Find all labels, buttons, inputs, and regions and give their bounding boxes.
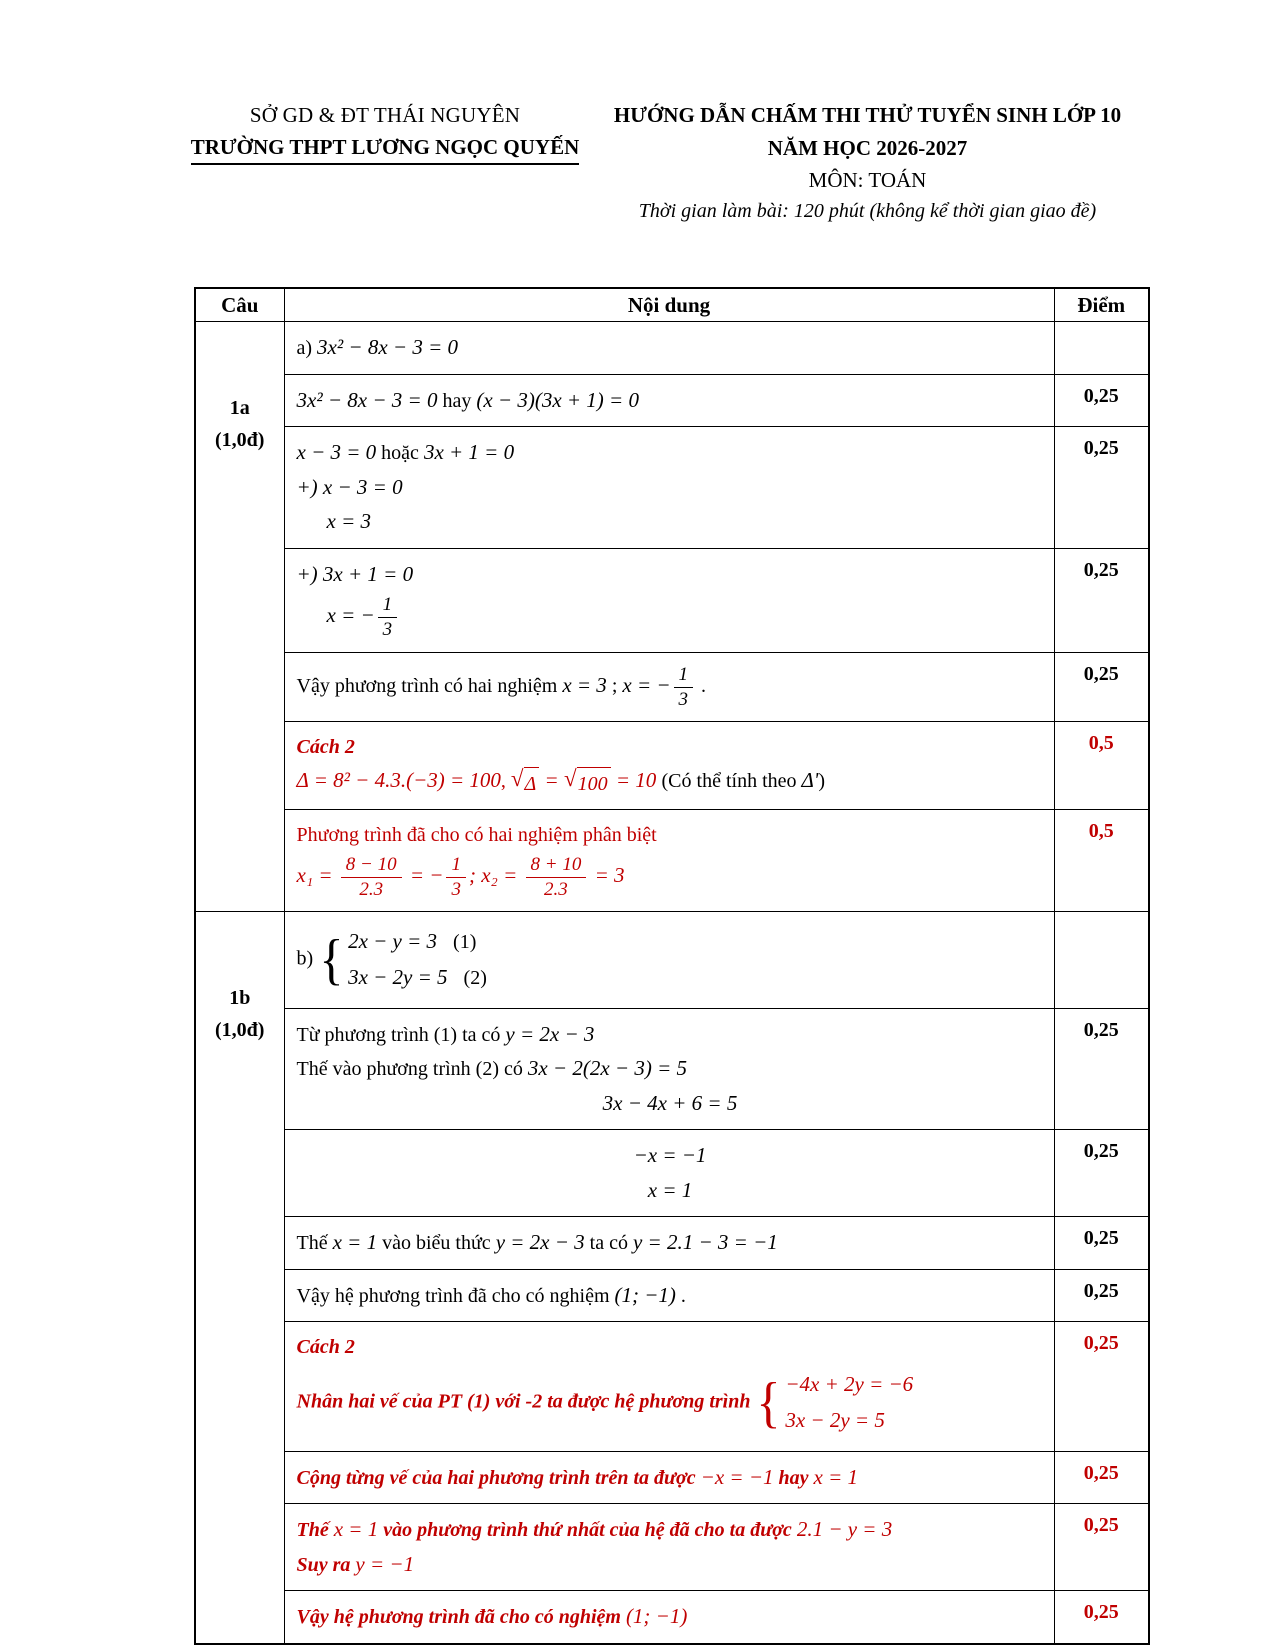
grading-table bbox=[194, 287, 1150, 1645]
table-row bbox=[195, 1217, 1149, 1270]
square-root: √ Δ bbox=[511, 767, 539, 799]
content-line bbox=[297, 663, 1044, 712]
text: Thế vào phương trình (2) có bbox=[296, 1058, 528, 1081]
point-cell bbox=[1054, 322, 1149, 375]
table-row bbox=[195, 427, 1149, 549]
header-right-block bbox=[580, 103, 1155, 223]
text: (Có thể tính theo bbox=[661, 770, 802, 793]
text: Vậy hệ phương trình đã cho có nghiệm bbox=[296, 1284, 615, 1307]
table-row bbox=[195, 1591, 1149, 1644]
table-row bbox=[195, 548, 1149, 652]
text: Cộng từng vế của hai phương trình trên ta được bbox=[296, 1466, 701, 1489]
point-cell: 0,25 bbox=[1054, 374, 1149, 427]
point-cell: 0,25 bbox=[1054, 548, 1149, 652]
table-row bbox=[195, 1451, 1149, 1504]
content-line bbox=[297, 385, 1044, 417]
table-header-row bbox=[195, 288, 1149, 322]
content-line bbox=[297, 1175, 1044, 1207]
content-cell bbox=[284, 427, 1054, 549]
equation-system: { 2x − y = 3 (1) 3x − 2y = 5 (2) bbox=[319, 928, 487, 991]
point-cell: 0,25 bbox=[1054, 1008, 1149, 1130]
content-line bbox=[297, 1088, 1044, 1120]
school-name: TRƯỜNG THPT LƯƠNG NGỌC QUYẾN bbox=[191, 135, 580, 165]
fraction: $\frac{8 - 10}{2.3}$ bbox=[341, 854, 402, 901]
content-cell bbox=[284, 1322, 1054, 1451]
text: Vậy hệ phương trình đã cho có nghiệm bbox=[296, 1606, 626, 1629]
fraction: $\frac{8 + 10}{2.3}$ bbox=[526, 854, 587, 901]
content-line bbox=[297, 853, 1044, 902]
text: , bbox=[500, 770, 511, 793]
table-row bbox=[195, 1269, 1149, 1322]
table-row bbox=[195, 1008, 1149, 1130]
text: Suy ra bbox=[296, 1553, 356, 1576]
text: ; bbox=[606, 674, 623, 697]
point-cell: 0,5 bbox=[1054, 809, 1149, 912]
content-line bbox=[297, 732, 1044, 762]
content-line bbox=[297, 1514, 1044, 1546]
math-text: 3x² − 8x − 3 = 0 bbox=[317, 335, 458, 359]
radical-icon: √ bbox=[563, 765, 577, 791]
content-line bbox=[297, 1601, 1044, 1633]
text: Thế bbox=[296, 1232, 333, 1255]
text: . bbox=[675, 1284, 686, 1307]
content-cell bbox=[284, 652, 1054, 722]
column-header-diem: Điểm bbox=[1054, 288, 1149, 322]
table-row bbox=[195, 374, 1149, 427]
math-text: (x − 3)(3x + 1) = 0 bbox=[476, 387, 639, 412]
content-cell bbox=[284, 1591, 1054, 1644]
math-text: = − bbox=[404, 862, 444, 887]
table-row bbox=[195, 1504, 1149, 1591]
text: Cách 2 bbox=[296, 1336, 355, 1359]
table-row bbox=[195, 809, 1149, 912]
math-text: x = − bbox=[326, 602, 375, 627]
content-cell bbox=[284, 809, 1054, 912]
math-text: = bbox=[539, 768, 564, 793]
content-line bbox=[297, 922, 1044, 997]
content-line bbox=[297, 1280, 1044, 1312]
point-cell: 0,5 bbox=[1054, 722, 1149, 809]
text: Nhân hai vế của PT (1) với -2 ta được hệ phương trình bbox=[296, 1390, 756, 1413]
math-text: 3x − 4x + 6 = 5 bbox=[602, 1090, 738, 1115]
math-text: 2.1 − y = 3 bbox=[796, 1517, 893, 1542]
point-cell: 0,25 bbox=[1054, 427, 1149, 549]
text: Phương trình đã cho có hai nghiệm phân biệt bbox=[296, 823, 657, 846]
text: ) bbox=[818, 770, 825, 793]
content-cell bbox=[284, 1217, 1054, 1270]
text: hay bbox=[437, 389, 477, 412]
text: vào biểu thức bbox=[377, 1232, 496, 1255]
math-text: (1; −1) bbox=[625, 1604, 688, 1629]
table-row bbox=[195, 722, 1149, 809]
brace-icon: { bbox=[756, 1371, 782, 1434]
content-cell bbox=[284, 1451, 1054, 1504]
document-title: HƯỚNG DẪN CHẤM THI THỬ TUYỂN SINH LỚP 10 bbox=[613, 103, 1122, 127]
point-cell: 0,25 bbox=[1054, 1451, 1149, 1504]
brace-icon: { bbox=[319, 928, 344, 991]
math-text: x = 1 bbox=[813, 1464, 858, 1489]
table-row bbox=[195, 1322, 1149, 1451]
content-cell bbox=[284, 1008, 1054, 1130]
point-cell: 0,25 bbox=[1054, 1217, 1149, 1270]
table-row bbox=[195, 912, 1149, 1008]
equation-system: { −4x + 2y = −6 3x − 2y = 5 bbox=[756, 1371, 914, 1434]
text: Từ phương trình (1) ta có bbox=[296, 1023, 506, 1046]
math-text: −x = −1 bbox=[700, 1464, 774, 1489]
subject-line: MÔN: TOÁN bbox=[808, 168, 927, 192]
question-number: 1a bbox=[229, 397, 250, 419]
math-text: x₁ = bbox=[296, 862, 338, 887]
point-cell bbox=[1054, 912, 1149, 1008]
content-cell bbox=[284, 722, 1054, 809]
fraction: $\frac{1}{3}$ bbox=[378, 594, 398, 641]
math-text: −x = −1 bbox=[633, 1143, 707, 1168]
math-text: y = 2x − 3 bbox=[495, 1230, 585, 1255]
content-line bbox=[297, 559, 1044, 591]
content-line bbox=[297, 472, 1044, 504]
math-text: (1; −1) bbox=[614, 1282, 676, 1307]
math-text: Δ' bbox=[801, 768, 819, 793]
text: vào phương trình thứ nhất của hệ đã cho ta được bbox=[378, 1519, 797, 1542]
math-text: y = −1 bbox=[355, 1551, 415, 1576]
math-text: x − 3 = 0 bbox=[296, 440, 377, 464]
content-line bbox=[297, 1332, 1044, 1362]
content-cell bbox=[284, 374, 1054, 427]
math-text: 3x − 2(2x − 3) = 5 bbox=[527, 1056, 687, 1081]
content-line bbox=[297, 1549, 1044, 1581]
math-text: 3x² − 8x − 3 = 0 bbox=[296, 387, 438, 412]
math-text: x = 1 bbox=[333, 1517, 379, 1542]
math-text: x = − bbox=[622, 672, 671, 697]
math-text: x = 1 bbox=[332, 1230, 378, 1255]
content-cell bbox=[284, 322, 1054, 375]
point-cell: 0,25 bbox=[1054, 1504, 1149, 1591]
text: hoặc bbox=[376, 442, 424, 464]
math-text: x = 3 bbox=[562, 672, 607, 697]
math-text: y = 2x − 3 bbox=[505, 1021, 595, 1046]
question-label bbox=[195, 322, 284, 912]
point-cell: 0,25 bbox=[1054, 652, 1149, 722]
text: Vậy phương trình có hai nghiệm bbox=[296, 674, 563, 697]
question-label bbox=[195, 912, 284, 1644]
question-points: (1,0đ) bbox=[215, 1019, 265, 1042]
fraction: $\frac{1}{3}$ bbox=[674, 664, 694, 711]
point-cell: 0,25 bbox=[1054, 1591, 1149, 1644]
content-line bbox=[297, 820, 1044, 850]
math-text: ; x₂ = bbox=[468, 862, 523, 887]
text: Thế bbox=[296, 1519, 334, 1542]
math-text: y = 2.1 − 3 = −1 bbox=[632, 1230, 778, 1255]
text: hay bbox=[773, 1466, 814, 1489]
text: . bbox=[696, 674, 707, 697]
content-cell bbox=[284, 1504, 1054, 1591]
content-line bbox=[297, 1053, 1044, 1085]
duration-note: Thời gian làm bài: 120 phút (không kể thời gian giao đề) bbox=[638, 200, 1097, 222]
table-body bbox=[195, 322, 1149, 1644]
text: a) bbox=[296, 337, 318, 359]
table-row bbox=[195, 322, 1149, 375]
math-text: = 3 bbox=[589, 862, 625, 887]
math-text: +) x − 3 = 0 bbox=[296, 474, 403, 499]
content-line bbox=[297, 1365, 1044, 1440]
math-text: = 10 bbox=[610, 768, 662, 793]
point-cell: 0,25 bbox=[1054, 1269, 1149, 1322]
content-line bbox=[297, 1227, 1044, 1259]
question-number: 1b bbox=[229, 987, 251, 1010]
content-line bbox=[297, 765, 1044, 798]
header-left-block bbox=[165, 103, 605, 165]
point-cell: 0,25 bbox=[1054, 1322, 1149, 1451]
question-points: (1,0đ) bbox=[215, 429, 265, 451]
content-line bbox=[297, 593, 1044, 642]
radical-icon: √ bbox=[510, 765, 524, 791]
content-line bbox=[297, 506, 1044, 538]
square-root: √ 100 bbox=[564, 767, 611, 799]
table-row bbox=[195, 1130, 1149, 1217]
content-line bbox=[297, 1462, 1044, 1494]
content-cell bbox=[284, 548, 1054, 652]
math-text: x = 3 bbox=[326, 509, 371, 533]
text: b) bbox=[296, 947, 319, 970]
text: Cách 2 bbox=[296, 736, 355, 759]
content-line bbox=[297, 437, 1044, 469]
math-text: 3x + 1 = 0 bbox=[423, 440, 515, 464]
content-cell bbox=[284, 1269, 1054, 1322]
table-row bbox=[195, 652, 1149, 722]
column-header-cau: Câu bbox=[195, 288, 284, 322]
point-cell: 0,25 bbox=[1054, 1130, 1149, 1217]
text: ta có bbox=[584, 1232, 633, 1255]
math-text: x = 1 bbox=[647, 1177, 693, 1202]
content-line bbox=[297, 332, 1044, 364]
math-text: +) 3x + 1 = 0 bbox=[296, 561, 414, 586]
content-line bbox=[297, 1019, 1044, 1051]
department-name: SỞ GD & ĐT THÁI NGUYÊN bbox=[249, 103, 521, 127]
content-cell bbox=[284, 1130, 1054, 1217]
school-year: NĂM HỌC 2026-2027 bbox=[767, 136, 968, 160]
content-cell bbox=[284, 912, 1054, 1008]
fraction: $\frac{1}{3}$ bbox=[446, 854, 466, 901]
column-header-noidung: Nội dung bbox=[284, 288, 1054, 322]
content-line bbox=[297, 1140, 1044, 1172]
math-text: Δ = 8² − 4.3.(−3) = 100 bbox=[296, 768, 501, 793]
